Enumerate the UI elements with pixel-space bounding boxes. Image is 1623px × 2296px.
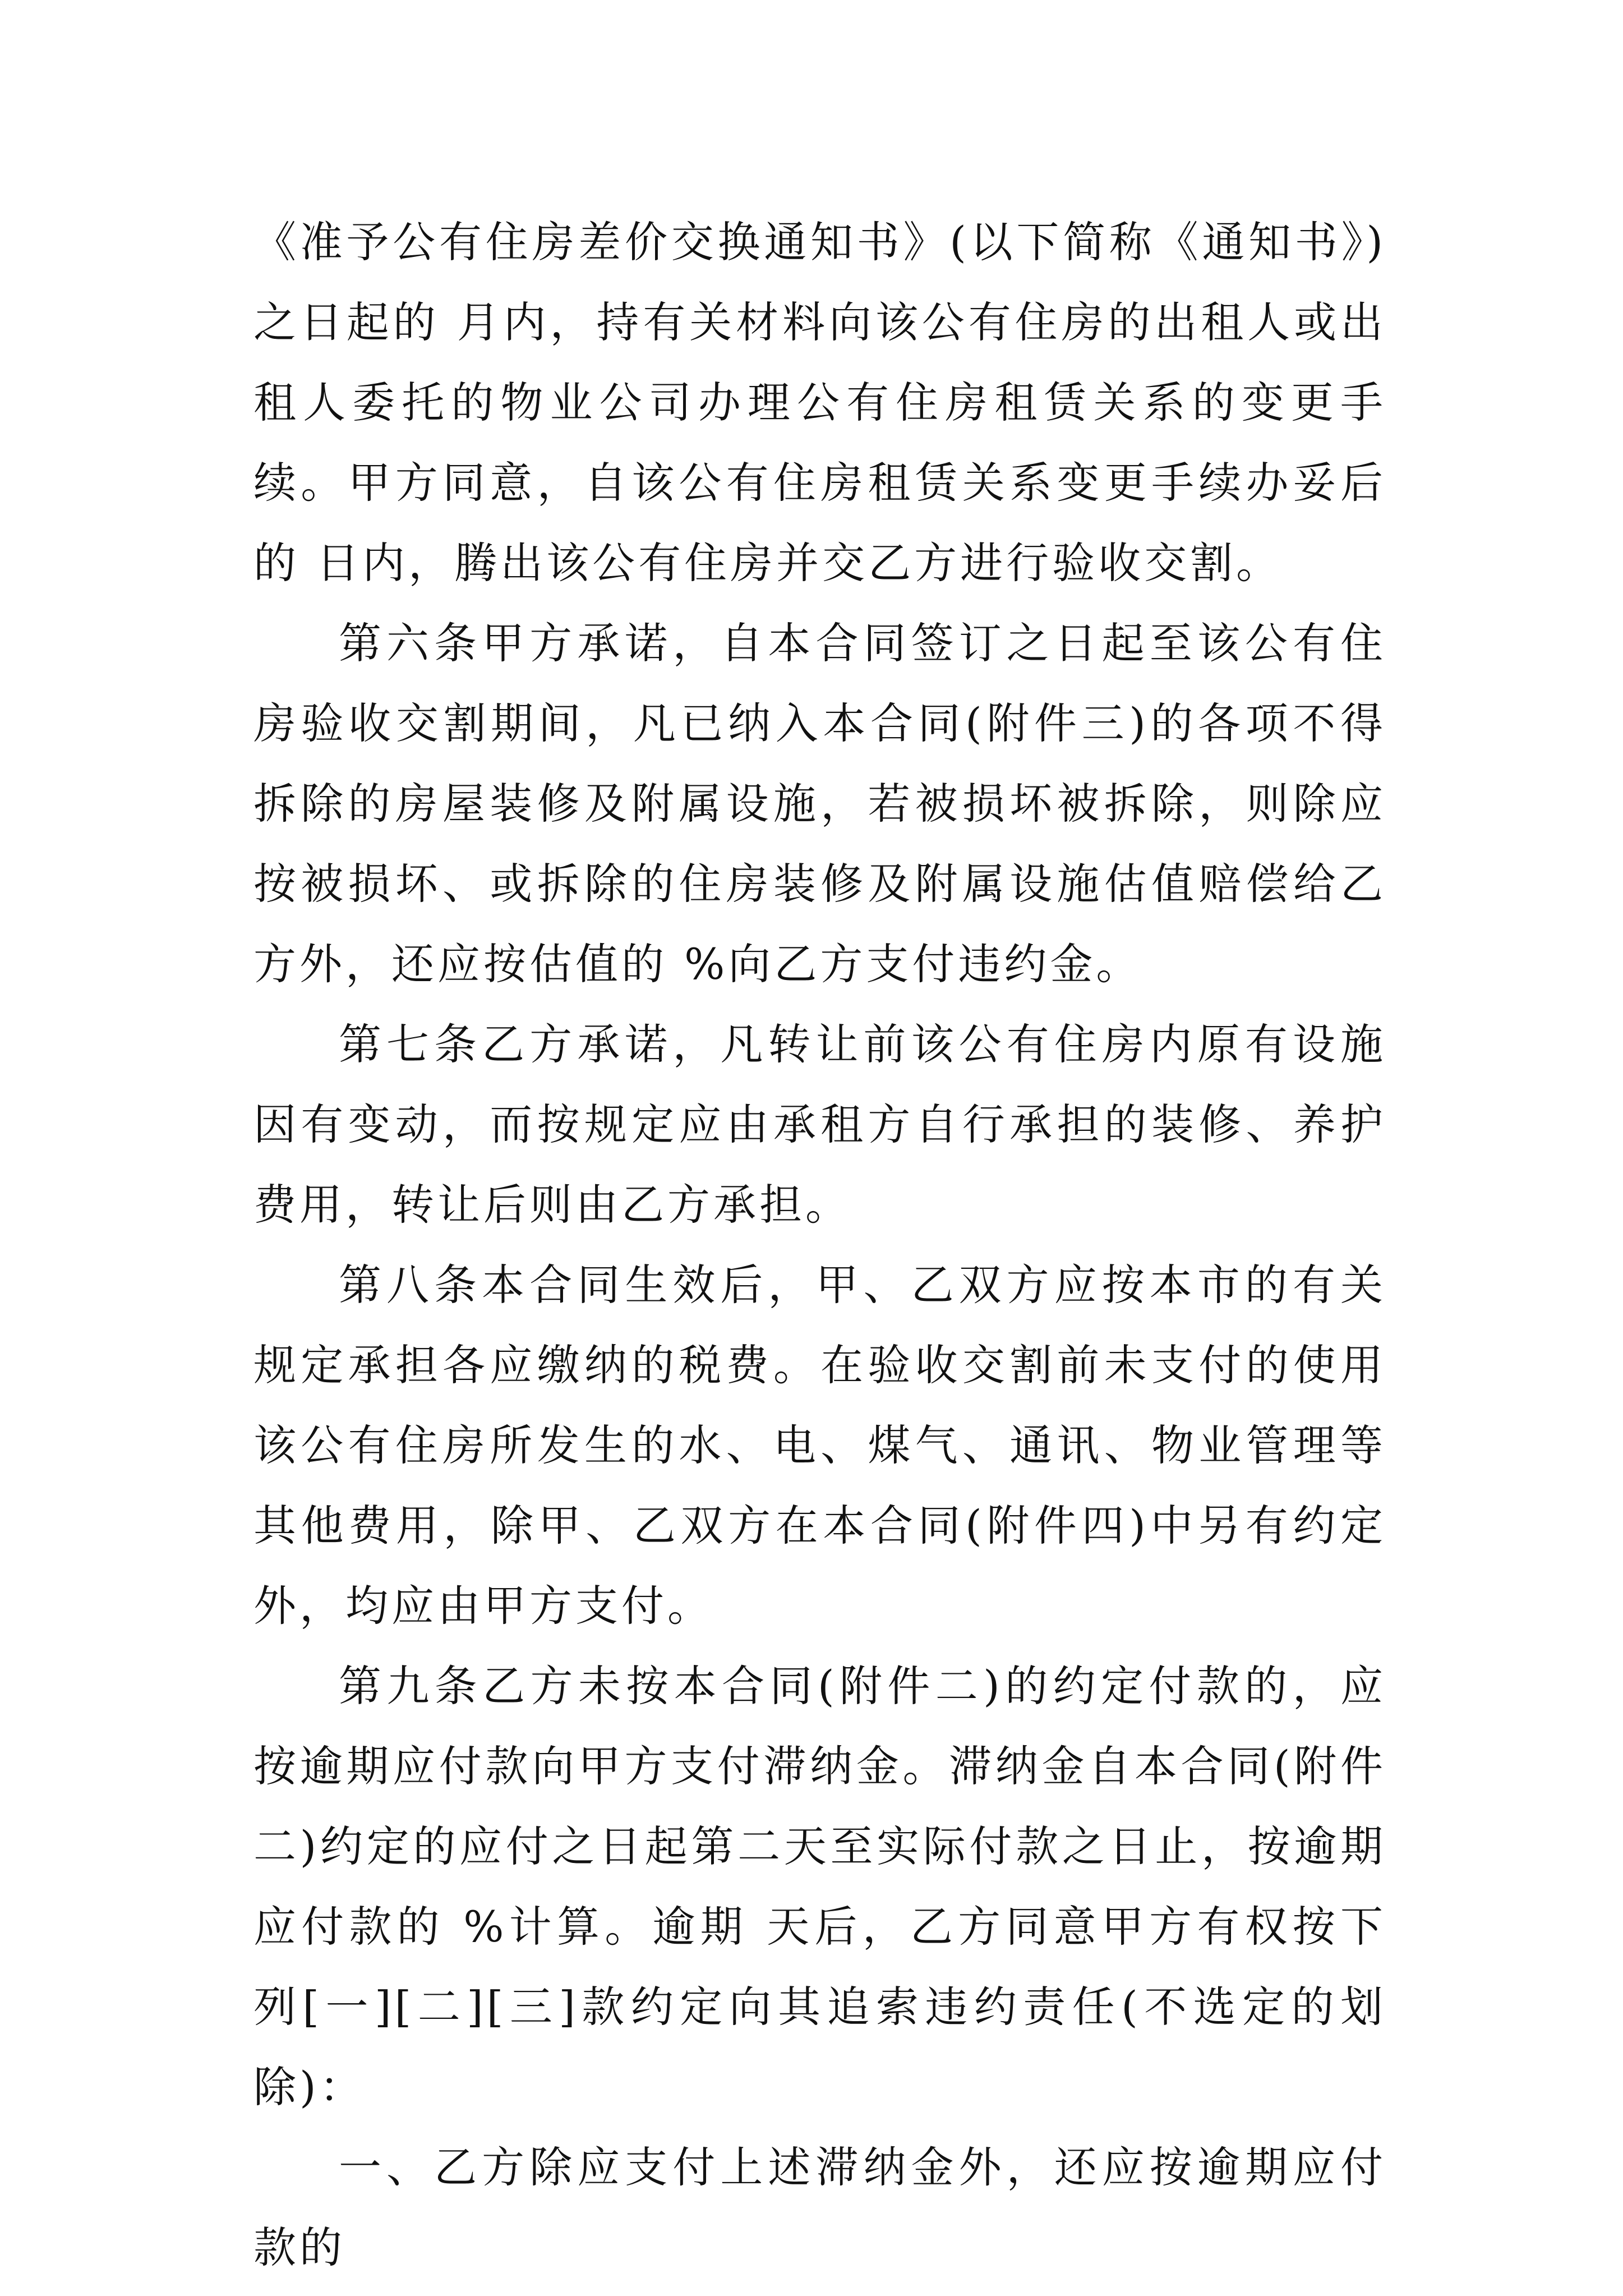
paragraph-article-7: 第七条乙方承诺，凡转让前该公有住房内原有设施因有变动，而按规定应由承租方自行承担的装修、养护费用，转让后则由乙方承担。	[253, 1019, 1386, 1230]
paragraph-article-8: 第八条本合同生效后，甲、乙双方应按本市的有关规定承担各应缴纳的税费。在验收交割前未支付的使用该公有住房所发生的水、电、煤气、通讯、物业管理等其他费用，除甲、乙双方在本合同(附件四)中另有约定外，均应由甲方支付。	[253, 1260, 1386, 1631]
paragraph-article-9: 第九条乙方未按本合同(附件二)的约定付款的，应按逾期应付款向甲方支付滞纳金。滞纳金自本合同(附件二)约定的应付之日起第二天至实际付款之日止，按逾期应付款的 %计算。逾期 天后，乙方同意甲方有权按下列[一][二][三]款约定向其追索违约责任(不选定的划除)：	[253, 1661, 1386, 2112]
paragraph-continuation: 《准予公有住房差价交换通知书》(以下简称《通知书》)之日起的 月内，持有关材料向该公有住房的出租人或出租人委托的物业公司办理公有住房租赁关系的变更手续。甲方同意，自该公有住房租赁关系变更手续办妥后的 日内，腾出该公有住房并交乙方进行验收交割。	[253, 217, 1386, 588]
contract-body	[253, 202, 1386, 2288]
paragraph-clause-1: 一、乙方除应支付上述滞纳金外，还应按逾期应付款的	[253, 2142, 1386, 2272]
paragraph-article-6: 第六条甲方承诺，自本合同签订之日起至该公有住房验收交割期间，凡已纳入本合同(附件三)的各项不得拆除的房屋装修及附属设施，若被损坏被拆除，则除应按被损坏、或拆除的住房装修及附属设施估值赔偿给乙方外，还应按估值的 %向乙方支付违约金。	[253, 618, 1386, 989]
